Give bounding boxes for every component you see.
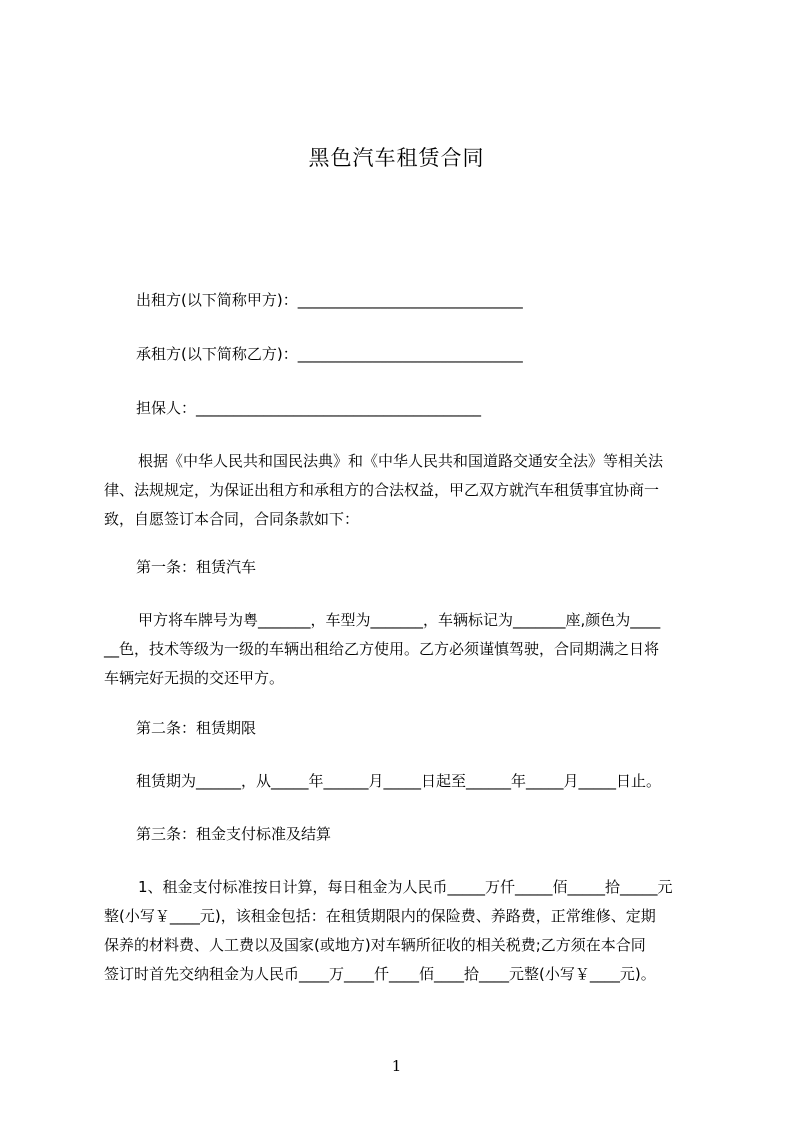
preamble-line: 致，自愿签订本合同，合同条款如下： [104, 510, 360, 528]
article3-line: 1、租金支付标准按日计算，每日租金为人民币_____万仟_____佰_____拾_____元 [138, 878, 673, 896]
party-lessee-label: 承租方(以下简称乙方)： [136, 345, 298, 363]
article2-heading: 第二条：租赁期限 [136, 719, 257, 737]
article1-line: 车辆完好无损的交还甲方。 [104, 669, 285, 687]
preamble-paragraph [104, 447, 700, 534]
party-lessor-line [136, 290, 523, 310]
article2-text: 租赁期为______，从_____年______月_____日起至______年_____月_____日止。 [136, 772, 662, 790]
article1-line: 甲方将车牌号为粤_______，车型为_______，车辆标记为_______座,颜色为____ [138, 611, 661, 629]
article3-heading: 第三条：租金支付标准及结算 [136, 825, 332, 843]
guarantor-line [136, 398, 481, 418]
article3-paragraph [104, 873, 700, 989]
article3-line: 签订时首先交纳租金为人民币____万____仟____佰____拾____元整(小写￥____元)。 [104, 965, 656, 983]
party-lessor-label: 出租方(以下简称甲方)： [136, 291, 298, 309]
party-lessee-line [136, 344, 523, 364]
party-lessor-blank[interactable]: ______________________________ [297, 291, 523, 309]
article3-line: 保养的材料费、人工费以及国家(或地方)对车辆所征收的相关税费;乙方须在本合同 [104, 936, 646, 954]
page-number: 1 [391, 1057, 402, 1075]
preamble-line: 根据《中华人民共和国民法典》和《中华人民共和国道路交通安全法》等相关法 [138, 452, 664, 470]
document-title: 黑色汽车租赁合同 [308, 146, 485, 170]
article1-paragraph [104, 606, 700, 693]
article1-line: __色，技术等级为一级的车辆出租给乙方使用。乙方必须谨慎驾驶，合同期满之日将 [104, 640, 660, 658]
party-lessee-blank[interactable]: ______________________________ [297, 345, 523, 363]
preamble-line: 律、法规规定，为保证出租方和承租方的合法权益，甲乙双方就汽车租赁事宜协商一 [104, 481, 660, 499]
guarantor-label: 担保人： [136, 399, 197, 417]
article1-heading: 第一条：租赁汽车 [136, 558, 257, 576]
article3-line: 整(小写￥____元)，该租金包括：在租赁期限内的保险费、养路费，正常维修、定期 [104, 907, 656, 925]
guarantor-blank[interactable]: ______________________________________ [196, 399, 482, 417]
